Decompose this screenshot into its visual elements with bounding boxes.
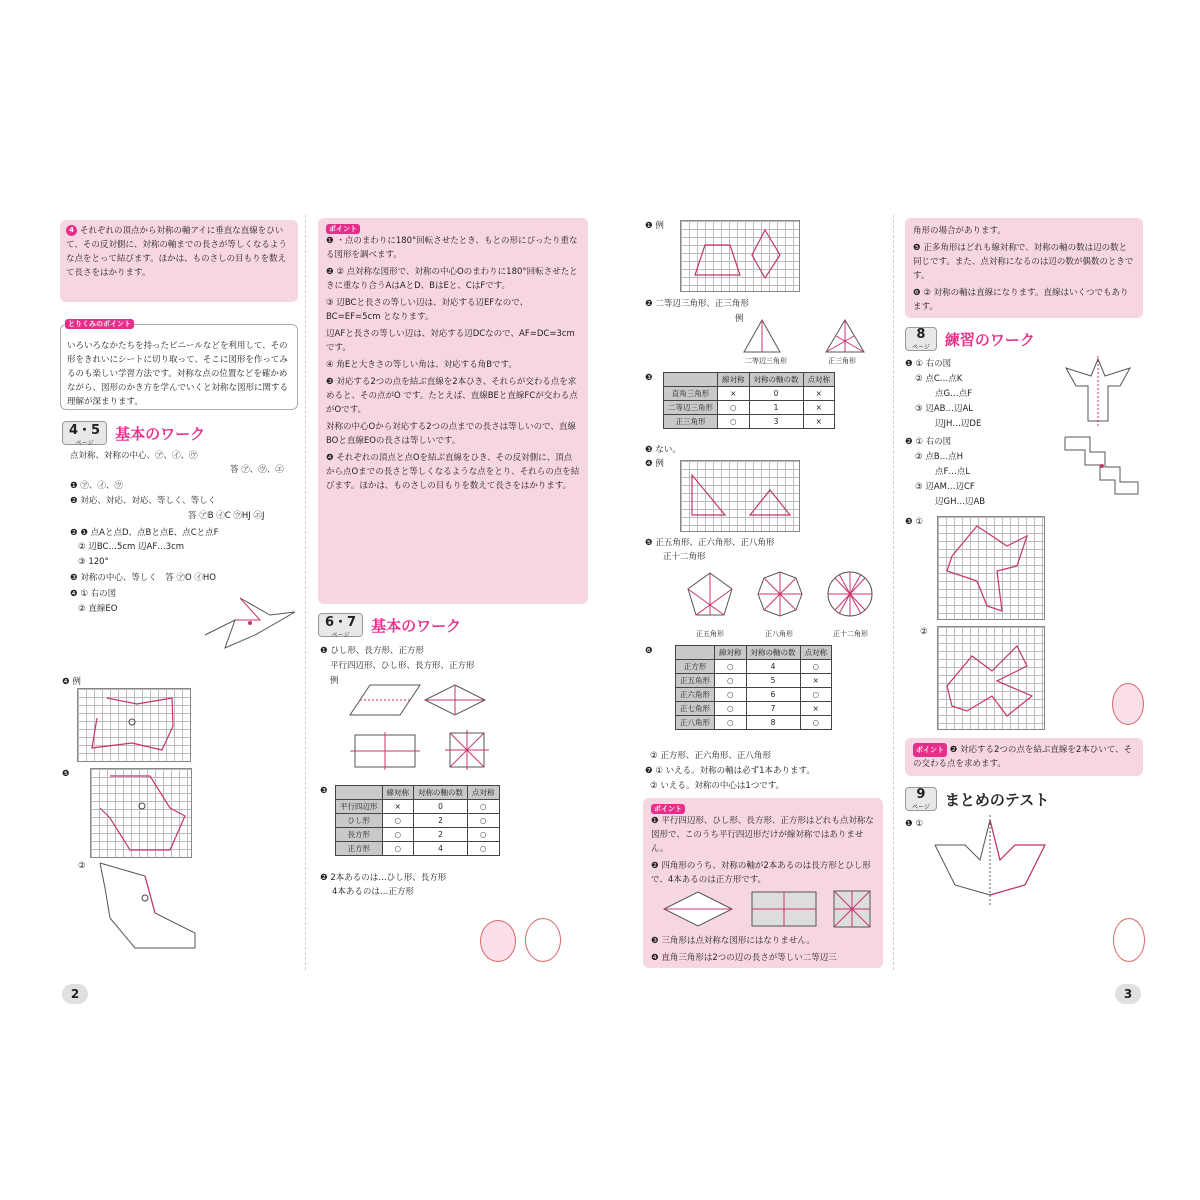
table-cell: × — [803, 387, 835, 401]
answer-line: ❻ — [645, 646, 653, 656]
answer-line: ❷ 二等辺三角形、正三角形 — [645, 299, 749, 309]
figure-label: 二等辺三角形 — [745, 357, 787, 365]
section-header-4-5 — [62, 420, 205, 446]
table-row — [336, 814, 500, 828]
answer-line: ❷ 対応、対応、対応、等しく、等しく — [70, 496, 217, 506]
answer-line: ❸ — [645, 373, 653, 383]
table-row — [336, 842, 500, 856]
grid-shape — [680, 220, 798, 290]
table-cell: ○ — [718, 415, 750, 429]
page-number-right: 3 — [1115, 984, 1141, 1004]
point-paragraph: ❶ 平行四辺形、ひし形、長方形、正方形はどれも点対称な図形で、このうち平行四辺形だけが線対称ではありません。 — [651, 816, 874, 854]
answer-line: 辺GH…辺AB — [935, 497, 986, 507]
table-row — [676, 688, 832, 702]
table-row — [336, 800, 500, 814]
table-header: 点対称 — [800, 646, 832, 660]
figure-label: 正三角形 — [828, 357, 856, 365]
section-title: 練習のワーク — [944, 330, 1035, 349]
point-box-continued — [905, 218, 1143, 318]
page-range: 4・5 ページ — [62, 421, 107, 445]
answer-line: ❶ ① 右の図 — [905, 359, 952, 369]
answer-line: ❸ ない。 — [645, 445, 681, 455]
point-paragraph: 角形の場合があります。 — [913, 226, 1006, 236]
table-cell: ○ — [800, 660, 832, 674]
point-box — [643, 798, 883, 968]
answer-line: 4本あるのは…正方形 — [332, 887, 414, 897]
table-cell: × — [803, 415, 835, 429]
tips-note — [60, 320, 298, 410]
point-paragraph: ❹ 直角三角形は2つの辺の長さが等しい二等辺三 — [651, 953, 837, 963]
answer-line: 例 — [735, 314, 744, 324]
point-paragraph: ❺ 正多角形はどれも線対称で、対称の軸の数は辺の数と同じです。また、点対称になるのは辺の数が偶数のときです。 — [913, 243, 1134, 281]
table-row — [676, 660, 832, 674]
answer-line: 答 ㋐、㋒、㋓ — [230, 465, 284, 475]
polygon-table — [675, 645, 832, 730]
point-box-small — [905, 738, 1143, 776]
table-cell: ○ — [715, 660, 747, 674]
table-cell: 平行四辺形 — [336, 800, 383, 814]
figure-label: 正十二角形 — [833, 630, 868, 638]
answer-line: ② 直線EO — [78, 604, 118, 614]
point-paragraph: ❻ ② 対称の軸は直線になります。直線はいくつでもあります。 — [913, 288, 1129, 312]
answer-text: それぞれの頂点から対称の軸アイに垂直な直線をひいて、その反対側に、対称の軸までの長さが等しくなるような点をとって結びます。ほかは、ものさしの目もりを数えて長さをはかります。 — [66, 226, 287, 278]
table-cell: ○ — [468, 800, 500, 814]
point-paragraph: 辺AFと長さの等しい辺は、対応する辺DCなので、AF=DC=3cm です。 — [326, 329, 575, 353]
answer-line: ③ 辺AM…辺CF — [915, 482, 975, 492]
section-title: まとめのテスト — [944, 790, 1050, 809]
tips-text: いろいろなかたちを持ったビニールなどを利用して、その形をきれいにシートに切り取って、そこに図形を作ってみるのも楽しい学習方法です。対称な点の位置などを確かめながら、図形のかき方を学んでいくと対称な図形に関する理解が深まります。 — [67, 341, 289, 407]
answer-line: ❷ 2本あるのは…ひし形、長方形 — [320, 873, 447, 883]
mascot-illustration — [1112, 683, 1144, 725]
quadrilateral-figures — [345, 680, 525, 780]
question-number-badge: 4 — [66, 225, 77, 236]
answer-line: ② 点B…点H — [915, 452, 964, 462]
answer-line: ② 正方形、正六角形、正八角形 — [650, 751, 771, 761]
point-paragraph: ❸ 三角形は点対称な図形にはなりません。 — [651, 936, 815, 946]
point-paragraph: ④ 角Eと大きさの等しい角は、対応する角Bです。 — [326, 360, 517, 370]
figure-label: 正八角形 — [765, 630, 793, 638]
table-header: 線対称 — [718, 373, 750, 387]
answer-line: ❷ ❶ 点Aと点D、点Bと点E、点Cと点F — [70, 528, 219, 538]
table-cell: ○ — [468, 814, 500, 828]
table-cell: ○ — [800, 688, 832, 702]
table-cell: ○ — [468, 828, 500, 842]
answer-line: ❹ ① 右の図 — [70, 589, 117, 599]
table-cell: 正八角形 — [676, 716, 715, 730]
answer-line: 平行四辺形、ひし形、長方形、正方形 — [330, 661, 475, 671]
answer-line: ❸ ① — [905, 517, 923, 527]
answer-line: ❶ ひし形、長方形、正方形 — [320, 646, 424, 656]
table-header — [664, 373, 718, 387]
answer-line: 例 — [330, 676, 339, 686]
table-cell: × — [718, 387, 750, 401]
table-cell: 6 — [746, 688, 800, 702]
point-tag: ポイント — [913, 743, 947, 757]
point-symmetry-figure — [200, 590, 300, 655]
grid-shape — [90, 768, 190, 856]
table-cell: 正五角形 — [676, 674, 715, 688]
column-divider — [305, 215, 306, 970]
table-cell: 正六角形 — [676, 688, 715, 702]
symmetric-shape — [930, 815, 1052, 910]
answer-line: ② 辺BC…5cm 辺AF…3cm — [78, 542, 185, 552]
table-cell: 正三角形 — [664, 415, 718, 429]
answer-line: 答 ㋐B ㋑C ㋒HJ ㋓J — [188, 511, 265, 521]
section-header-8 — [905, 326, 1035, 352]
table-cell: × — [800, 674, 832, 688]
table-cell: ○ — [715, 702, 747, 716]
table-cell: 0 — [414, 800, 468, 814]
table-header: 対称の軸の数 — [746, 646, 800, 660]
table-cell: ○ — [468, 842, 500, 856]
answer-line: 正十二角形 — [663, 552, 706, 562]
table-cell: 4 — [414, 842, 468, 856]
triangle-table — [663, 372, 835, 429]
table-cell: ○ — [715, 716, 747, 730]
quadrilateral-examples — [660, 888, 875, 930]
table-cell: 3 — [749, 415, 803, 429]
table-row — [676, 716, 832, 730]
table-cell: 0 — [749, 387, 803, 401]
symmetry-figure-a — [1060, 356, 1142, 426]
table-cell: × — [800, 702, 832, 716]
table-cell: 直角三角形 — [664, 387, 718, 401]
table-header: 線対称 — [382, 786, 414, 800]
table-cell: 5 — [746, 674, 800, 688]
answer-line: ❸ — [320, 786, 328, 796]
point-box — [318, 218, 588, 604]
table-cell: ○ — [800, 716, 832, 730]
table-row — [676, 674, 832, 688]
answer-line: 点G…点F — [935, 389, 972, 399]
answer-line: ③ 辺AB…辺AL — [915, 404, 974, 414]
answer-line: ❷ ① 右の図 — [905, 437, 952, 447]
page-range: 6・7 ページ — [318, 613, 363, 637]
answer-line: ❶ ① — [905, 819, 923, 829]
answer-line: ❹ 例 — [645, 459, 664, 469]
table-header — [336, 786, 383, 800]
table-cell: × — [803, 401, 835, 415]
table-cell: 4 — [746, 660, 800, 674]
table-cell: 長方形 — [336, 828, 383, 842]
point-paragraph: ❸ 対応する2つの点を結ぶ直線を2本ひき、それらが交わる点を求めると、その点がO です。たとえば、直線BEと直線FCが交わる点がOです。 — [326, 377, 578, 415]
answer-line: ❺ — [62, 769, 70, 779]
table-header: 線対称 — [715, 646, 747, 660]
hexagon-shape — [95, 858, 205, 953]
tips-label: とりくみのポイント — [65, 319, 134, 329]
grid-shape — [680, 460, 798, 530]
figure-label: 正五角形 — [696, 630, 724, 638]
point-paragraph: ❶ ・点のまわりに180°回転させたとき、もとの形にぴったり重なる図形を調べます。 — [326, 236, 578, 260]
table-cell: ○ — [715, 688, 747, 702]
table-cell: 1 — [749, 401, 803, 415]
grid-shape — [77, 688, 189, 760]
section-title: 基本のワーク — [115, 424, 206, 443]
answer-line: ❶ 例 — [645, 221, 664, 231]
table-cell: 正七角形 — [676, 702, 715, 716]
answer-line: ❸ 対称の中心、等しく 答 ㋐O ㋑HO — [70, 573, 216, 583]
answer-line: 点F…点L — [935, 467, 971, 477]
table-header: 点対称 — [803, 373, 835, 387]
point-tag: ポイント — [326, 224, 360, 234]
answer-line: ③ 120° — [78, 557, 109, 567]
section-title: 基本のワーク — [371, 616, 462, 635]
answer-line: ❹ 例 — [62, 677, 81, 687]
point-paragraph: ③ 辺BCと長さの等しい辺は、対応する辺EFなので、BC=EF=5cm となります。 — [326, 298, 529, 322]
section-header-6-7 — [318, 612, 461, 638]
table-cell: ○ — [382, 814, 414, 828]
table-header: 点対称 — [468, 786, 500, 800]
answer-line: ❼ ① いえる。対称の軸は必ず1本あります。 — [645, 766, 815, 776]
page-range: 9 ページ — [905, 787, 937, 811]
table-cell: ひし形 — [336, 814, 383, 828]
symmetry-figure-b — [1060, 432, 1142, 502]
table-cell: ○ — [382, 828, 414, 842]
table-cell: 2 — [414, 828, 468, 842]
table-cell: 7 — [746, 702, 800, 716]
table-cell: × — [382, 800, 414, 814]
answer-box-top — [60, 220, 298, 302]
table-header: 対称の軸の数 — [749, 373, 803, 387]
triangle-figures — [740, 318, 880, 358]
table-cell: ○ — [718, 401, 750, 415]
table-cell: 正方形 — [676, 660, 715, 674]
grid-shape — [937, 626, 1043, 728]
mascot-illustration — [1113, 918, 1145, 962]
answer-line: 辺JH…辺DE — [935, 419, 982, 429]
answer-line: ② 点C…点K — [915, 374, 963, 384]
table-row — [676, 702, 832, 716]
table-row — [664, 387, 835, 401]
answer-line: ❶ ㋐、㋑、㋒ — [70, 481, 123, 491]
table-header: 対称の軸の数 — [414, 786, 468, 800]
table-cell: 二等辺三角形 — [664, 401, 718, 415]
point-paragraph: 対称の中心Oから対応する2つの点までの長さは等しいので、直線BOと直線EOの長さは等しいです。 — [326, 422, 576, 446]
mascot-illustration — [480, 920, 516, 962]
table-header — [676, 646, 715, 660]
answer-line: ② — [78, 861, 86, 871]
mascot-illustration — [525, 918, 561, 962]
section-header-9 — [905, 786, 1049, 812]
table-cell: 2 — [414, 814, 468, 828]
answer-line: ❺ 正五角形、正六角形、正八角形 — [645, 538, 775, 548]
page-range: 8 ページ — [905, 327, 937, 351]
table-cell: ○ — [715, 674, 747, 688]
answer-line: 点対称、対称の中心、㋐、㋑、㋒ — [70, 451, 198, 461]
point-paragraph: ❷ 四角形のうち、対称の軸が2本あるのは長方形とひし形で、4本あるのは正方形です。 — [651, 861, 871, 885]
point-paragraph: ❹ それぞれの頂点と点Oを結ぶ直線をひき、その反対側に、頂点から点Oまでの長さと等しくなるような点をとり、それらの点を結びます。ほかは、ものさしの目もりを数えて長さをはかります。 — [326, 453, 580, 491]
table-cell: ○ — [382, 842, 414, 856]
quadrilateral-table — [335, 785, 500, 856]
table-row — [336, 828, 500, 842]
answer-line: ② いえる。対称の中心は1つです。 — [650, 781, 785, 791]
regular-polygons — [680, 568, 880, 628]
answer-line: ② — [920, 627, 928, 637]
grid-shape — [937, 516, 1043, 618]
column-divider — [893, 215, 894, 970]
table-cell: 8 — [746, 716, 800, 730]
point-paragraph: ❷ ② 点対称な図形で、対称の中心Oのまわりに180°回転させたときに重なり合うAはAとD、BはEと、CはFです。 — [326, 267, 578, 291]
table-row — [664, 401, 835, 415]
page-number-left: 2 — [62, 984, 88, 1004]
point-tag: ポイント — [651, 804, 685, 814]
table-cell: 正方形 — [336, 842, 383, 856]
table-row — [664, 415, 835, 429]
point-paragraph: ❷ 対応する2つの点を結ぶ直線を2本ひいて、その交わる点を求めます。 — [913, 745, 1133, 769]
